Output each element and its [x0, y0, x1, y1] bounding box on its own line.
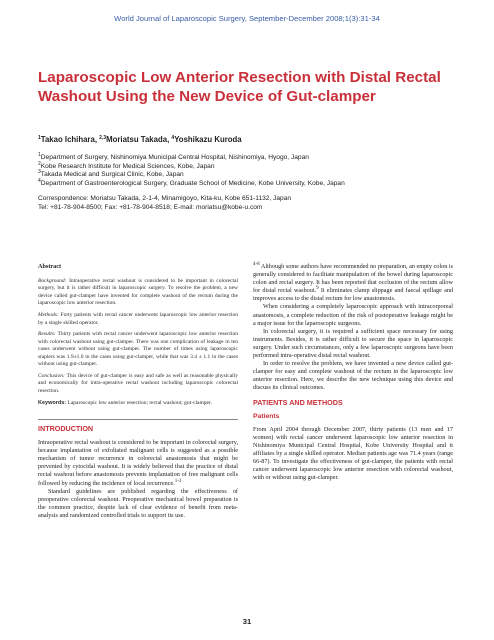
intro-paragraph-5: In order to resolve the problem, we have invented a new device called gut-clamper for easy and complete washout of the rectum in the laparoscopic low anterior resection. Here, we describe the new technique using this device and discuss its clinical outcomes. [253, 360, 453, 392]
correspondence-contact: Tel: +81-78-904-8500; Fax: +81-78-904-8518; E-mail: moriatsu@kobe-u.com [38, 203, 263, 211]
author: $^{2,3}$Moriatsu Takada [99, 135, 168, 144]
abstract-conclusion: Conclusion: This device of gut-clamper is easy and safe as well as reasonable physically and economically for intra-operative rectal washout including laparoscopic colorectal resection. [38, 372, 238, 394]
intro-paragraph-1: Intraoperative rectal washout is considered to be important in colorectal surgery, because implantation of exfoliated malignant cells is suggested as a possible mechanism of tumor recurrence in colorectal anastomosis that might be prevented by cytocidal washout. It is widely believed that the practice of distal rectal washout before anastomosis prevents implantation of free malignant cells followed by reducing the incidence of local recurrence.$^{1-3}$ [38, 439, 238, 487]
author-list: $^1$Takao Ichihara, $^{2,3}$Moriatsu Takada, $^4$Yoshikazu Kuroda [38, 135, 242, 144]
left-column [38, 263, 238, 520]
abstract-results: Results: Thirty patients with rectal cancer underwent laparoscopic low anterior resection with colorectal washout using gut-clamper. There was one complication of leakage in ten cases underwent without using gut-clamper. The number of times using laparoscopic staplers was 1.9±1.0 in the cases using gut-clamper, while that was 3.4 ± 1.1 in the cases without using gut-clamper. [38, 331, 238, 368]
affiliation: $^1$Department of Surgery, Nishinomiya Municipal Central Hospital, Nishinomiya, Hyogo, Japan [38, 152, 309, 161]
section-divider [38, 419, 238, 420]
intro-paragraph-2-cont: $^{4-8}$ Although some authors have recommended no preparation, an empty colon is generally considered to facilitate manipulation of the bowel during laparoscopic colon and rectal surgery. It has been reported that occlusion of the rectum allow for distal rectal washout.$^9$ It eliminates clamp slippage and faecal spillage and improves access to the distal rectum for low anastomosis. [253, 262, 454, 303]
affiliation: $^3$Takada Medical and Surgical Clinic, Kobe, Japan [38, 169, 184, 179]
article-title: Laparoscopic Low Anterior Resection with Distal Rectal Washout Using the New Device of Gut-clamper [38, 69, 441, 105]
affiliations [38, 154, 468, 188]
intro-paragraph-4: In colorectal surgery, it is required a sufficient space necessary for using instruments. Besides, it is rather difficult to secure the space in laparoscopic surgery. Under such circumstances, only a few laparoscopic surgeons have been performed intra-operative distal rectal washout. [253, 327, 453, 360]
patients-subheading: Patients [253, 412, 280, 420]
correspondence [38, 195, 468, 212]
author: $^4$Yoshikazu Kuroda [171, 135, 242, 144]
correspondence-address: Correspondence: Moriatsu Takada, 2-1-4, Minamigoyo, Kita-ku, Kobe 651-1132, Japan [38, 195, 292, 202]
affiliation: $^4$Department of Gastroenterological Surgery, Graduate School of Medicine, Kobe University, Kobe, Japan [38, 177, 345, 187]
abstract-background: Background: Intraoperative rectal washout is considered to be important in colorectal surgery, but it is rather difficult in laparoscopic surgery. To resolve the problem, a new device called gut-clamper have invented for complete washout of the rectum during the laparoscopic low anterior resection. [38, 278, 238, 307]
introduction-heading: INTRODUCTION [38, 424, 94, 434]
right-column [253, 263, 453, 482]
methods-heading: PATIENTS AND METHODS [253, 397, 343, 407]
affiliation: $^2$Kobe Research Institute for Medical Sciences, Kobe, Japan [38, 160, 215, 170]
abstract-methods: Methods: Forty patients with rectal cancer underwent laparoscopic low anterior resection by a single skilled operator. [38, 312, 238, 326]
page-number: 31 [242, 617, 252, 626]
patients-paragraph: From April 2004 through December 2007, thirty patients (13 men and 17 women) with rectal cancer underwent laparoscopic low anterior resection in Nishinomiya Municipal Central Hospital, Kobe University Hospital and it affiliates by a single skilled operator. Median patients age was 71.4 years (range 66-87). To investigate the effectiveness of gut-clamper, the patients with rectal cancer underwent laparoscopic low anterior resection with colorectal washout, with or without using gut-clamper. [253, 425, 453, 482]
author: $^1$Takao Ichihara [38, 135, 95, 144]
journal-header: World Journal of Laparoscopic Surgery, September-December 2008;1(3):31-34 [114, 14, 380, 23]
intro-paragraph-3: When considering a completely laparoscopic approach with intracorporeal anastomosis, a complete reduction of the risk of postoperative leakage might be a major issue for the laparoscopic surgeons. [253, 303, 453, 327]
intro-paragraph-2: Standard guidelines are published regarding the effectiveness of preoperative colorectal washout. Preoperative mechanical bowel preparation is the common practice, despite lack of clear evidence of benefit from meta-analysis and randomized controlled trials to support its use. [38, 487, 238, 519]
keywords: Keywords: Laparoscopic low anterior resection; rectal washout; gut-clamper. [38, 399, 212, 406]
abstract-heading: Abstract [38, 263, 62, 270]
